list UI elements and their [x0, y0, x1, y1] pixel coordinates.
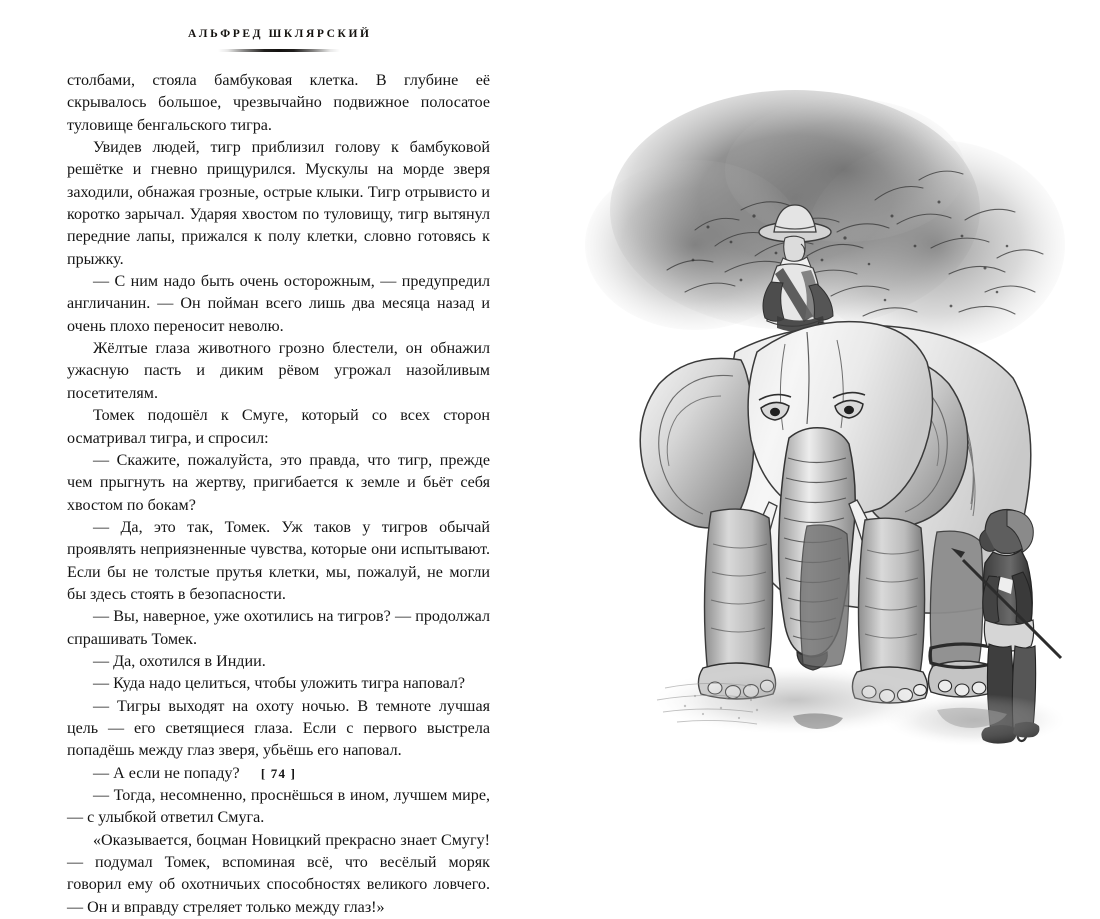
paragraph: — Да, охотился в Индии. [93, 652, 266, 670]
paragraph: — С ним надо быть очень осторожным, — предупредил англичанин. — Он пойман всего лишь два месяца назад и очень плохо переносит неволю. [67, 273, 490, 335]
paragraph: столбами, стояла бамбуковая клетка. В глубине её скрывалось большое, чрезвычайно подвижное полосатое туловище бенгальского тигра. [67, 72, 490, 134]
paragraph: Увидев людей, тигр приблизил голову к бамбуковой решётке и гневно прищурился. Мускулы на морде зверя заходили, обнажая грозные, острые клыки. Тигр отрывисто и коротко зарычал. Ударяя хвостом по туловищу, тигр вытянул передние лапы, прижался к полу клетки, словно готовясь к прыжку. [67, 139, 490, 268]
paragraph: — Куда надо целиться, чтобы уложить тигра наповал? [93, 675, 466, 693]
running-head: АЛЬФРЕД ШКЛЯРСКИЙ [188, 28, 372, 40]
page-number: [ 74 ] [260, 766, 297, 781]
paragraph: Томек подошёл к Смуге, который со всех сторон осматривал тигра, и спросил: [67, 407, 490, 447]
paragraph: — Да, это так, Томек. Уж таков у тигров обычай проявлять неприязненные чувства, которые они испытывают. Если бы не толстые прутья клетки, мы, пожалуй, не могли бы здесь стоять в безопасности. [67, 518, 490, 603]
paragraph: Жёлтые глаза животного грозно блестели, он обнажил ужасную пасть и диким рёвом угрожал назойливым посетителям. [67, 340, 490, 402]
elephant-ear-left [640, 358, 754, 527]
text-column [67, 28, 490, 916]
tapered-rule-ornament-icon [218, 49, 340, 52]
illustration [545, 60, 1090, 760]
paragraph: — Тогда, несомненно, проснёшься в ином, лучшем мире, — с улыбкой ответил Смуга. [67, 787, 490, 827]
paragraph: — А если не попаду? [93, 764, 240, 782]
paragraph: «Оказывается, боцман Новицкий прекрасно знает Смугу! — подумал Томек, вспоминая всё, что весёлый моряк говорил ему об охотничьих способностях великого ловчего. — Он и вправду стреляет только между глаз!» [67, 831, 490, 916]
paragraph: — Вы, наверное, уже охотились на тигров? — продолжал спрашивать Томек. [67, 608, 490, 648]
paragraph: — Скажите, пожалуйста, это правда, что тигр, прежде чем прыгнуть на жертву, пригибается к земле и бьёт себя хвостом по бокам? [67, 451, 490, 514]
body-text [67, 70, 490, 919]
paragraph: — Тигры выходят на охоту ночью. В темноте лучшая цель — его светящиеся глаза. Если с первого выстрела попадёшь между глаз зверя, убьёшь его наповал. [67, 697, 490, 760]
